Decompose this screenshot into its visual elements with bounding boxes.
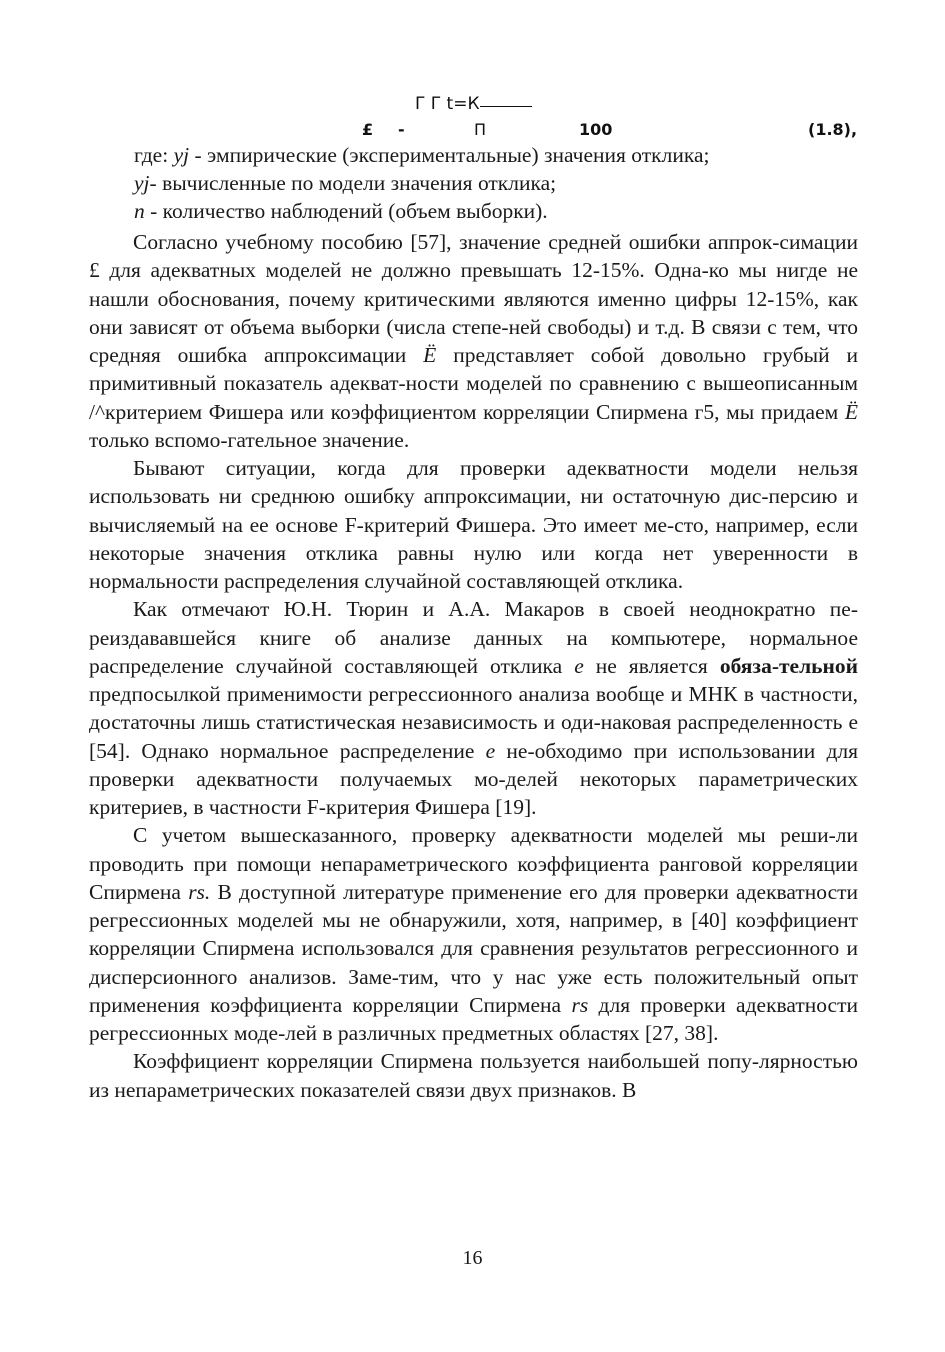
body-text	[89, 228, 858, 1104]
definition-text: - эмпирические (экспериментальные) значения отклика;	[189, 143, 710, 167]
paragraph-spearman-popularity	[89, 1047, 858, 1104]
spearman-symbol: rs	[571, 992, 589, 1017]
paragraph-text: представляет собой довольно грубый и примитивный показатель адекват-ности моделей по сравнению с вышеописанным /^критерием Фишера или коэффициентом корреляции Спирмена г5, мы придаем	[89, 343, 859, 424]
definition-symbol: n	[134, 199, 145, 223]
paragraph-text: не-обходимо при использовании для проверки адекватности получаемых мо-делей некоторых параметрических критериев, в частности F-критерия Фишера [19].	[89, 738, 859, 819]
definition-computed	[134, 171, 556, 196]
formula-hundred: 100	[579, 120, 613, 139]
formula-dash: -	[398, 120, 405, 139]
formula-epsilon: £	[362, 120, 374, 139]
formula-number: (1.8),	[808, 120, 858, 139]
paragraph-text: только вспомо-гательное значение.	[89, 427, 410, 452]
paragraph-situations	[89, 454, 858, 595]
definition-prefix: где:	[134, 143, 174, 167]
definition-symbol: yj	[134, 171, 150, 195]
formula-top-text: Г Г t=К	[415, 94, 480, 114]
definition-text: - вычисленные по модели значения отклика;	[149, 171, 557, 195]
formula-n: П	[474, 120, 487, 139]
formula-underline	[480, 106, 532, 107]
definition-symbol: yj	[173, 143, 190, 167]
paragraph-text: для проверки адекватности регрессионных моде-лей в различных предметных областях [27, 38].	[89, 992, 858, 1045]
paragraph-tyurin-makarov	[89, 595, 858, 821]
paragraph-text: Бывают ситуации, когда для проверки адекватности модели нельзя использовать ни среднюю ошибку аппроксимации, ни остаточную дис-персию и вычисляемый на ее основе F-критерий Фишера. Это имеет ме-сто, например, если некоторые значения отклика равны нулю или когда нет уверенности в нормальности распределения случайной составляющей отклика.	[89, 456, 858, 593]
error-term-symbol: e	[485, 738, 496, 763]
paragraph-spearman-choice	[89, 821, 858, 1047]
paragraph-text: В доступной литературе применение его для проверки адекватности регрессионных моделей мы не обнаружили, хотя, например, в [40] коэффициент корреляции Спирмена использовался для сравнения результатов регрессионного и дисперсионного анализов. Заме-тим, что у нас уже есть положительный опыт применения коэффициента корреляции Спирмена	[89, 879, 859, 1017]
error-term-symbol: e	[574, 653, 584, 678]
paragraph-text: Коэффициент корреляции Спирмена пользуется наибольшей попу-лярностью из непараметрических показателей связи двух признаков. В	[89, 1049, 858, 1102]
paragraph-text: С учетом вышесказанного, проверку адекватности моделей мы реши-ли проводить при помощи непараметрического коэффициента ранговой корреляции Спирмена	[89, 823, 858, 904]
page-number: 16	[462, 1247, 483, 1269]
definition-count	[134, 199, 548, 224]
emphasis-text: обяза-тельной	[719, 653, 859, 678]
formula-top-line	[415, 94, 532, 114]
spearman-symbol: rs.	[188, 879, 211, 904]
paragraph-text: Как отмечают Ю.Н. Тюрин и А.А. Макаров в своей неоднократно пе-реиздававшейся книге об анализе данных на компьютере, нормальное распределение случайной составляющей отклика	[89, 597, 858, 678]
definition-empirical	[134, 143, 709, 168]
definition-text: - количество наблюдений (объем выборки).	[144, 199, 548, 223]
paragraph-approximation-error	[89, 228, 858, 454]
error-symbol: Ë	[423, 343, 437, 367]
paragraph-text: не является	[595, 653, 708, 678]
paragraph-text: Согласно учебному пособию [57], значение средней ошибки аппрок-симации £ для адекватных моделей не должно превышать 12-15%. Одна-ко мы нигде не нашли обоснования, почему критическими являются именно цифры 12-15%, как они зависят от объема выборки (числа степе-ней свободы) и т.д. В связи с тем, что средняя ошибка аппроксимации	[89, 230, 858, 367]
paragraph-text: предпосылкой применимости регрессионного анализа вообще и МНК в частности, достаточны лишь статистическая независимость и оди-наковая распределенность е [54]. Однако нормальное распределение	[89, 682, 858, 763]
error-symbol: Ë	[844, 399, 859, 424]
